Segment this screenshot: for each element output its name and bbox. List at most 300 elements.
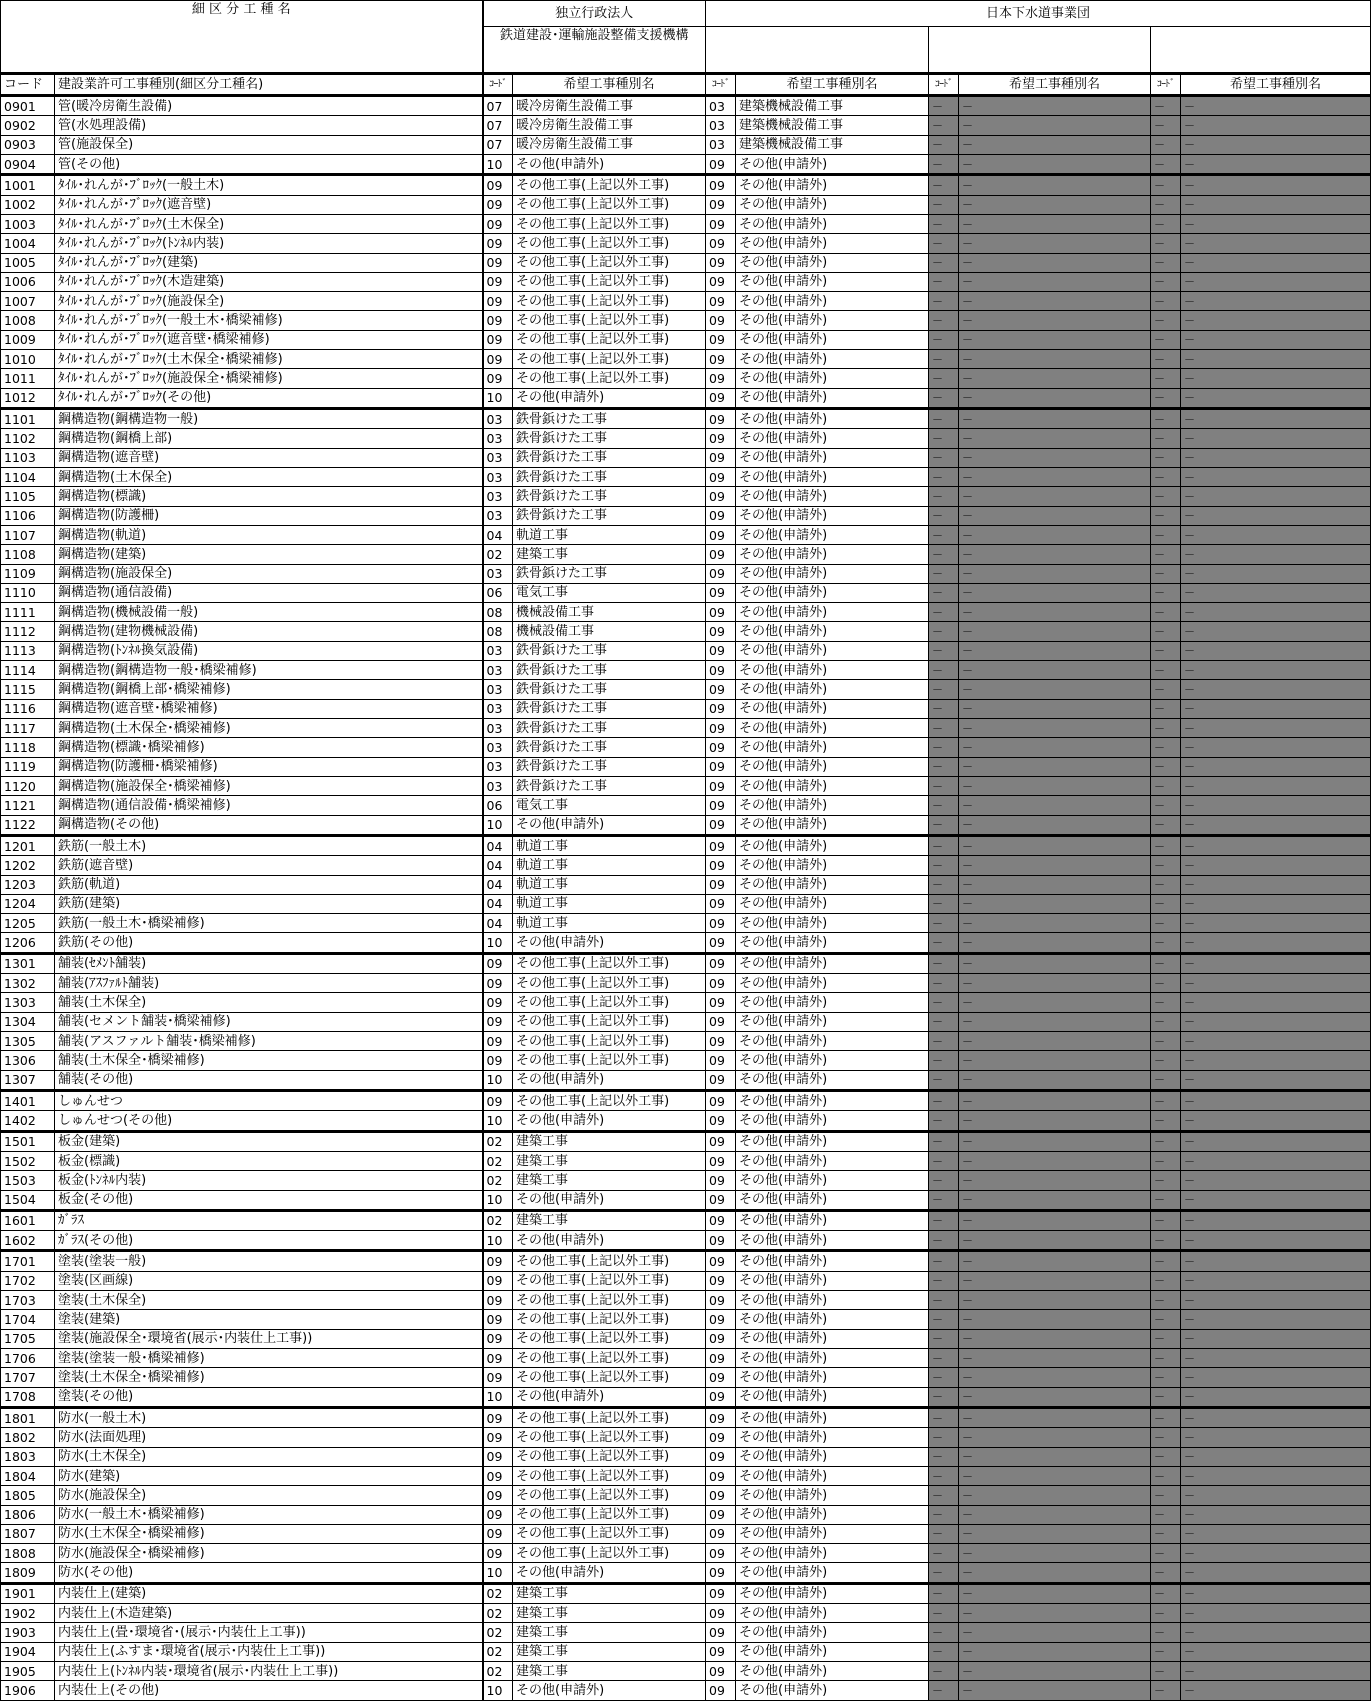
cell-kibo-name-1: 建築工事 xyxy=(513,1623,706,1642)
cell-code-4: － xyxy=(1151,448,1181,467)
cell-kyoka-name: 舗装(土木保全) xyxy=(55,993,483,1012)
cell-code-4: － xyxy=(1151,1210,1181,1230)
cell-kibo-name-1: 暖冷房衛生設備工事 xyxy=(513,135,706,154)
cell-code-4: － xyxy=(1151,467,1181,486)
cell-code: 0902 xyxy=(1,116,55,135)
cell-code: 1601 xyxy=(1,1210,55,1230)
cell-code-3: － xyxy=(929,1681,959,1700)
table-row xyxy=(1,835,1371,855)
table-row xyxy=(1,583,1371,602)
cell-kibo-name-1: 電気工事 xyxy=(513,796,706,815)
table-row xyxy=(1,1428,1371,1447)
cell-kibo-name-4: － xyxy=(1181,719,1371,738)
cell-code-4: － xyxy=(1151,914,1181,933)
table-row xyxy=(1,135,1371,154)
cell-kyoka-name: 鉄筋(軌道) xyxy=(55,875,483,894)
cell-code-1: 09 xyxy=(483,1329,513,1348)
cell-kibo-name-4: － xyxy=(1181,1271,1371,1290)
cell-kibo-name-4: － xyxy=(1181,1662,1371,1681)
cell-code-4: － xyxy=(1151,1171,1181,1190)
cell-code-1: 09 xyxy=(483,272,513,291)
cell-kibo-name-3: － xyxy=(959,545,1151,564)
cell-code: 1803 xyxy=(1,1447,55,1466)
cell-code-1: 09 xyxy=(483,1544,513,1563)
cell-kyoka-name: しゅんせつ(その他) xyxy=(55,1111,483,1131)
cell-kyoka-name: 鉄筋(その他) xyxy=(55,933,483,953)
cell-kibo-name-1: その他工事(上記以外工事) xyxy=(513,993,706,1012)
cell-code: 1504 xyxy=(1,1190,55,1210)
cell-kibo-name-4: － xyxy=(1181,234,1371,253)
cell-code-1: 02 xyxy=(483,1604,513,1623)
cell-code-3: － xyxy=(929,622,959,641)
cell-code-3: － xyxy=(929,1151,959,1170)
cell-kibo-name-4: － xyxy=(1181,1544,1371,1563)
cell-kyoka-name: 鋼構造物(標識･橋梁補修) xyxy=(55,738,483,757)
cell-kibo-name-2: その他(申請外) xyxy=(736,350,929,369)
cell-code-2: 09 xyxy=(706,1131,736,1151)
cell-kyoka-name: 防水(一般土木･橋梁補修) xyxy=(55,1505,483,1524)
cell-code-4: － xyxy=(1151,1681,1181,1700)
cell-kibo-name-4: － xyxy=(1181,953,1371,973)
table-row xyxy=(1,506,1371,525)
cell-code: 1117 xyxy=(1,719,55,738)
table-row xyxy=(1,1190,1371,1210)
cell-kyoka-name: 鋼構造物(通信設備) xyxy=(55,583,483,602)
cell-code: 1009 xyxy=(1,330,55,349)
cell-code-1: 02 xyxy=(483,1151,513,1170)
cell-kibo-name-1: その他工事(上記以外工事) xyxy=(513,214,706,233)
cell-code: 1111 xyxy=(1,603,55,622)
cell-kibo-name-2: その他(申請外) xyxy=(736,1291,929,1310)
header-org-2-title: 日本下水道事業団 xyxy=(706,1,1371,27)
cell-kyoka-name: 鋼構造物(鋼構造物一般･橋梁補修) xyxy=(55,661,483,680)
cell-code: 1205 xyxy=(1,914,55,933)
table-row xyxy=(1,1070,1371,1090)
cell-kibo-name-4: － xyxy=(1181,448,1371,467)
header-code-1: ｺｰﾄﾞ xyxy=(483,74,513,96)
cell-code-3: － xyxy=(929,545,959,564)
cell-kibo-name-2: その他(申請外) xyxy=(736,993,929,1012)
cell-kibo-name-2: その他(申請外) xyxy=(736,1428,929,1447)
table-row xyxy=(1,96,1371,116)
header-org-2-sub-c xyxy=(1151,27,1371,74)
cell-kyoka-name: 板金(標識) xyxy=(55,1151,483,1170)
cell-code-2: 09 xyxy=(706,953,736,973)
cell-code-3: － xyxy=(929,388,959,408)
cell-code-3: － xyxy=(929,641,959,660)
table-row xyxy=(1,154,1371,174)
cell-kibo-name-4: － xyxy=(1181,135,1371,154)
cell-kibo-name-3: － xyxy=(959,409,1151,429)
cell-code-2: 09 xyxy=(706,933,736,953)
cell-kibo-name-2: その他(申請外) xyxy=(736,1486,929,1505)
cell-code-1: 09 xyxy=(483,1051,513,1070)
cell-code-3: － xyxy=(929,661,959,680)
table-row xyxy=(1,1131,1371,1151)
cell-kibo-name-1: 暖冷房衛生設備工事 xyxy=(513,96,706,116)
cell-kibo-name-3: － xyxy=(959,214,1151,233)
cell-kyoka-name: ﾀｲﾙ･れんが･ﾌﾞﾛｯｸ(木造建築) xyxy=(55,272,483,291)
cell-kyoka-name: 管(水処理設備) xyxy=(55,116,483,135)
cell-kibo-name-1: 鉄骨鋲けた工事 xyxy=(513,680,706,699)
table-row xyxy=(1,467,1371,486)
table-row xyxy=(1,1583,1371,1603)
cell-code: 1001 xyxy=(1,175,55,195)
cell-code-4: － xyxy=(1151,835,1181,855)
cell-kyoka-name: 管(その他) xyxy=(55,154,483,174)
cell-code-4: － xyxy=(1151,564,1181,583)
table-row xyxy=(1,1329,1371,1348)
cell-kibo-name-4: － xyxy=(1181,1642,1371,1661)
cell-code-2: 09 xyxy=(706,914,736,933)
cell-kibo-name-3: － xyxy=(959,350,1151,369)
cell-kibo-name-3: － xyxy=(959,1563,1151,1583)
cell-code-2: 09 xyxy=(706,1428,736,1447)
cell-kibo-name-2: その他(申請外) xyxy=(736,738,929,757)
cell-kibo-name-4: － xyxy=(1181,699,1371,718)
cell-code-4: － xyxy=(1151,409,1181,429)
cell-code-1: 09 xyxy=(483,1032,513,1051)
cell-code-1: 09 xyxy=(483,1291,513,1310)
cell-kibo-name-1: 建築工事 xyxy=(513,1171,706,1190)
cell-kibo-name-1: 鉄骨鋲けた工事 xyxy=(513,661,706,680)
cell-kibo-name-1: 鉄骨鋲けた工事 xyxy=(513,448,706,467)
cell-kibo-name-4: － xyxy=(1181,154,1371,174)
cell-kibo-name-4: － xyxy=(1181,175,1371,195)
table-row xyxy=(1,409,1371,429)
cell-kibo-name-2: その他(申請外) xyxy=(736,776,929,795)
cell-kibo-name-1: その他工事(上記以外工事) xyxy=(513,175,706,195)
cell-kibo-name-3: － xyxy=(959,429,1151,448)
cell-kibo-name-2: その他(申請外) xyxy=(736,1090,929,1110)
cell-kyoka-name: ﾀｲﾙ･れんが･ﾌﾞﾛｯｸ(その他) xyxy=(55,388,483,408)
cell-code-4: － xyxy=(1151,738,1181,757)
cell-kibo-name-4: － xyxy=(1181,96,1371,116)
cell-code-2: 09 xyxy=(706,175,736,195)
cell-code: 1906 xyxy=(1,1681,55,1700)
cell-kibo-name-2: その他(申請外) xyxy=(736,1544,929,1563)
cell-kibo-name-3: － xyxy=(959,272,1151,291)
table-row xyxy=(1,1210,1371,1230)
header-org-1-subtitle: 鉄道建設･運輸施設整備支援機構 xyxy=(483,27,706,74)
cell-code-3: － xyxy=(929,525,959,544)
cell-kibo-name-3: － xyxy=(959,993,1151,1012)
cell-code-3: － xyxy=(929,154,959,174)
cell-kibo-name-1: その他(申請外) xyxy=(513,815,706,835)
table-row xyxy=(1,875,1371,894)
cell-code-1: 09 xyxy=(483,1447,513,1466)
cell-code-4: － xyxy=(1151,1070,1181,1090)
cell-code-1: 04 xyxy=(483,914,513,933)
cell-code: 1809 xyxy=(1,1563,55,1583)
cell-kibo-name-3: － xyxy=(959,1387,1151,1407)
cell-kibo-name-1: 建築工事 xyxy=(513,1151,706,1170)
cell-kibo-name-3: － xyxy=(959,757,1151,776)
cell-code-3: － xyxy=(929,448,959,467)
cell-code-2: 09 xyxy=(706,974,736,993)
cell-code-1: 09 xyxy=(483,1090,513,1110)
cell-code-2: 09 xyxy=(706,1486,736,1505)
cell-kyoka-name: 塗装(土木保全･橋梁補修) xyxy=(55,1368,483,1387)
cell-kibo-name-4: － xyxy=(1181,214,1371,233)
cell-code-1: 09 xyxy=(483,974,513,993)
cell-code-2: 09 xyxy=(706,311,736,330)
cell-kyoka-name: ﾀｲﾙ･れんが･ﾌﾞﾛｯｸ(一般土木) xyxy=(55,175,483,195)
cell-kibo-name-2: その他(申請外) xyxy=(736,154,929,174)
cell-code-4: － xyxy=(1151,815,1181,835)
cell-code: 1105 xyxy=(1,487,55,506)
cell-kibo-name-1: 軌道工事 xyxy=(513,894,706,913)
table-row xyxy=(1,1310,1371,1329)
table-row xyxy=(1,1111,1371,1131)
cell-kibo-name-3: － xyxy=(959,1051,1151,1070)
cell-code-4: － xyxy=(1151,1231,1181,1251)
cell-code-3: － xyxy=(929,311,959,330)
table-row xyxy=(1,1604,1371,1623)
cell-kibo-name-2: その他(申請外) xyxy=(736,933,929,953)
header-code-3: ｺｰﾄﾞ xyxy=(929,74,959,96)
cell-kyoka-name: 鋼構造物(その他) xyxy=(55,815,483,835)
cell-code-4: － xyxy=(1151,1329,1181,1348)
cell-kibo-name-2: その他(申請外) xyxy=(736,1387,929,1407)
cell-kibo-name-2: その他(申請外) xyxy=(736,253,929,272)
cell-kibo-name-4: － xyxy=(1181,603,1371,622)
cell-code-1: 10 xyxy=(483,815,513,835)
cell-code-3: － xyxy=(929,1505,959,1524)
table-row xyxy=(1,448,1371,467)
cell-code-3: － xyxy=(929,757,959,776)
cell-kibo-name-3: － xyxy=(959,311,1151,330)
cell-code-2: 09 xyxy=(706,1524,736,1543)
cell-code-1: 04 xyxy=(483,525,513,544)
cell-kibo-name-1: その他(申請外) xyxy=(513,1070,706,1090)
cell-code-1: 04 xyxy=(483,835,513,855)
cell-kibo-name-1: その他工事(上記以外工事) xyxy=(513,1447,706,1466)
cell-code-2: 09 xyxy=(706,680,736,699)
cell-code-3: － xyxy=(929,699,959,718)
cell-code: 1805 xyxy=(1,1486,55,1505)
cell-kibo-name-1: その他(申請外) xyxy=(513,1387,706,1407)
cell-kibo-name-3: － xyxy=(959,1407,1151,1427)
cell-kibo-name-4: － xyxy=(1181,796,1371,815)
cell-code: 1301 xyxy=(1,953,55,973)
cell-kyoka-name: 管(暖冷房衛生設備) xyxy=(55,96,483,116)
cell-code-4: － xyxy=(1151,680,1181,699)
cell-code: 1806 xyxy=(1,1505,55,1524)
cell-code-4: － xyxy=(1151,175,1181,195)
cell-code-1: 09 xyxy=(483,1271,513,1290)
cell-code-3: － xyxy=(929,1642,959,1661)
cell-kibo-name-2: その他(申請外) xyxy=(736,835,929,855)
cell-code-2: 09 xyxy=(706,757,736,776)
cell-kibo-name-4: － xyxy=(1181,815,1371,835)
cell-kibo-name-1: その他工事(上記以外工事) xyxy=(513,1251,706,1271)
cell-code-3: － xyxy=(929,1310,959,1329)
cell-kibo-name-3: － xyxy=(959,564,1151,583)
cell-kibo-name-4: － xyxy=(1181,993,1371,1012)
cell-kibo-name-2: その他(申請外) xyxy=(736,603,929,622)
cell-kibo-name-2: その他(申請外) xyxy=(736,1447,929,1466)
table-row xyxy=(1,525,1371,544)
cell-code-3: － xyxy=(929,330,959,349)
cell-kyoka-name: 鋼構造物(土木保全) xyxy=(55,467,483,486)
cell-kyoka-name: ﾀｲﾙ･れんが･ﾌﾞﾛｯｸ(土木保全･橋梁補修) xyxy=(55,350,483,369)
header-org-2-sub-b xyxy=(929,27,1151,74)
cell-code-2: 09 xyxy=(706,350,736,369)
cell-code-3: － xyxy=(929,1131,959,1151)
cell-code-1: 09 xyxy=(483,993,513,1012)
cell-kibo-name-1: その他工事(上記以外工事) xyxy=(513,1368,706,1387)
cell-kibo-name-4: － xyxy=(1181,875,1371,894)
cell-code-1: 10 xyxy=(483,1111,513,1131)
cell-code-4: － xyxy=(1151,1544,1181,1563)
cell-code: 1705 xyxy=(1,1329,55,1348)
cell-kibo-name-2: その他(申請外) xyxy=(736,311,929,330)
cell-kyoka-name: 鋼構造物(施設保全･橋梁補修) xyxy=(55,776,483,795)
cell-kibo-name-3: － xyxy=(959,1329,1151,1348)
cell-kibo-name-2: その他(申請外) xyxy=(736,1310,929,1329)
cell-code-3: － xyxy=(929,1271,959,1290)
cell-code-1: 03 xyxy=(483,409,513,429)
cell-code-3: － xyxy=(929,933,959,953)
cell-code: 1701 xyxy=(1,1251,55,1271)
cell-kibo-name-3: － xyxy=(959,641,1151,660)
cell-code-4: － xyxy=(1151,545,1181,564)
cell-kibo-name-2: その他(申請外) xyxy=(736,1070,929,1090)
cell-kibo-name-2: その他(申請外) xyxy=(736,1329,929,1348)
table-row xyxy=(1,1544,1371,1563)
cell-code-4: － xyxy=(1151,388,1181,408)
cell-kibo-name-1: 建築工事 xyxy=(513,1583,706,1603)
table-row xyxy=(1,330,1371,349)
cell-kibo-name-1: その他工事(上記以外工事) xyxy=(513,1544,706,1563)
cell-code-3: － xyxy=(929,1090,959,1110)
cell-code: 1116 xyxy=(1,699,55,718)
cell-code: 1902 xyxy=(1,1604,55,1623)
cell-kibo-name-3: － xyxy=(959,506,1151,525)
cell-kibo-name-2: その他(申請外) xyxy=(736,974,929,993)
cell-code-1: 03 xyxy=(483,680,513,699)
cell-code: 1801 xyxy=(1,1407,55,1427)
cell-kibo-name-3: － xyxy=(959,815,1151,835)
cell-kibo-name-4: － xyxy=(1181,757,1371,776)
cell-kyoka-name: 内装仕上(ふすま･環境省(展示･内装仕上工事)) xyxy=(55,1642,483,1661)
cell-kibo-name-1: その他工事(上記以外工事) xyxy=(513,1466,706,1485)
cell-code: 1121 xyxy=(1,796,55,815)
header-kibo-name-4: 希望工事種別名 xyxy=(1181,74,1371,96)
cell-code: 1107 xyxy=(1,525,55,544)
cell-kibo-name-4: － xyxy=(1181,1051,1371,1070)
cell-code-3: － xyxy=(929,953,959,973)
cell-kibo-name-2: 建築機械設備工事 xyxy=(736,135,929,154)
cell-kibo-name-2: その他(申請外) xyxy=(736,1604,929,1623)
cell-code-2: 09 xyxy=(706,448,736,467)
cell-kibo-name-2: その他(申請外) xyxy=(736,467,929,486)
cell-kibo-name-1: その他工事(上記以外工事) xyxy=(513,253,706,272)
cell-kibo-name-3: － xyxy=(959,835,1151,855)
table-row xyxy=(1,1349,1371,1368)
cell-kibo-name-3: － xyxy=(959,1466,1151,1485)
cell-code: 1106 xyxy=(1,506,55,525)
cell-code-1: 03 xyxy=(483,661,513,680)
cell-code-3: － xyxy=(929,1210,959,1230)
table-row xyxy=(1,993,1371,1012)
cell-code-3: － xyxy=(929,272,959,291)
cell-kyoka-name: 内装仕上(木造建築) xyxy=(55,1604,483,1623)
cell-code-4: － xyxy=(1151,603,1181,622)
cell-code-3: － xyxy=(929,214,959,233)
table-row xyxy=(1,1642,1371,1661)
cell-code-4: － xyxy=(1151,1251,1181,1271)
cell-kibo-name-2: その他(申請外) xyxy=(736,719,929,738)
cell-kibo-name-2: その他(申請外) xyxy=(736,1505,929,1524)
cell-code-4: － xyxy=(1151,622,1181,641)
cell-code-4: － xyxy=(1151,1032,1181,1051)
cell-kyoka-name: 鉄筋(建築) xyxy=(55,894,483,913)
cell-code-2: 09 xyxy=(706,154,736,174)
cell-kibo-name-2: その他(申請外) xyxy=(736,1171,929,1190)
header-saikubun: 細 区 分 工 種 名 xyxy=(1,1,483,74)
cell-kibo-name-3: － xyxy=(959,1090,1151,1110)
cell-kibo-name-3: － xyxy=(959,1524,1151,1543)
cell-kibo-name-2: その他(申請外) xyxy=(736,1681,929,1700)
cell-code-2: 09 xyxy=(706,1563,736,1583)
cell-kibo-name-4: － xyxy=(1181,1505,1371,1524)
cell-code-1: 02 xyxy=(483,1171,513,1190)
cell-kibo-name-1: その他工事(上記以外工事) xyxy=(513,234,706,253)
cell-code-2: 03 xyxy=(706,135,736,154)
cell-kibo-name-2: その他(申請外) xyxy=(736,680,929,699)
cell-code: 1808 xyxy=(1,1544,55,1563)
cell-code-2: 09 xyxy=(706,1466,736,1485)
cell-kibo-name-2: その他(申請外) xyxy=(736,272,929,291)
cell-kibo-name-3: － xyxy=(959,875,1151,894)
table-row xyxy=(1,1681,1371,1700)
cell-kibo-name-4: － xyxy=(1181,1368,1371,1387)
cell-code-3: － xyxy=(929,1349,959,1368)
cell-code-2: 09 xyxy=(706,661,736,680)
cell-kibo-name-2: その他(申請外) xyxy=(736,796,929,815)
cell-kibo-name-4: － xyxy=(1181,369,1371,388)
cell-kibo-name-1: その他工事(上記以外工事) xyxy=(513,369,706,388)
cell-kibo-name-3: － xyxy=(959,369,1151,388)
cell-code-3: － xyxy=(929,1032,959,1051)
cell-code-1: 09 xyxy=(483,195,513,214)
cell-code-3: － xyxy=(929,1524,959,1543)
cell-code: 1501 xyxy=(1,1131,55,1151)
cell-code-4: － xyxy=(1151,1466,1181,1485)
table-row xyxy=(1,1407,1371,1427)
cell-kibo-name-1: 建築工事 xyxy=(513,1604,706,1623)
cell-kyoka-name: 内装仕上(ﾄﾝﾈﾙ内装･環境省(展示･内装仕上工事)) xyxy=(55,1662,483,1681)
cell-kibo-name-2: その他(申請外) xyxy=(736,1131,929,1151)
cell-kyoka-name: 内装仕上(畳･環境省･(展示･内装仕上工事)) xyxy=(55,1623,483,1642)
cell-kibo-name-3: － xyxy=(959,195,1151,214)
cell-kibo-name-4: － xyxy=(1181,487,1371,506)
cell-code-4: － xyxy=(1151,1387,1181,1407)
cell-kibo-name-2: その他(申請外) xyxy=(736,914,929,933)
cell-code-3: － xyxy=(929,1387,959,1407)
cell-code-4: － xyxy=(1151,796,1181,815)
table-row xyxy=(1,175,1371,195)
cell-kibo-name-3: － xyxy=(959,796,1151,815)
cell-kibo-name-1: その他(申請外) xyxy=(513,933,706,953)
cell-kibo-name-2: その他(申請外) xyxy=(736,875,929,894)
cell-kibo-name-4: － xyxy=(1181,429,1371,448)
cell-kyoka-name: 鋼構造物(鋼構造物一般) xyxy=(55,409,483,429)
cell-code-3: － xyxy=(929,1662,959,1681)
cell-kibo-name-2: その他(申請外) xyxy=(736,388,929,408)
